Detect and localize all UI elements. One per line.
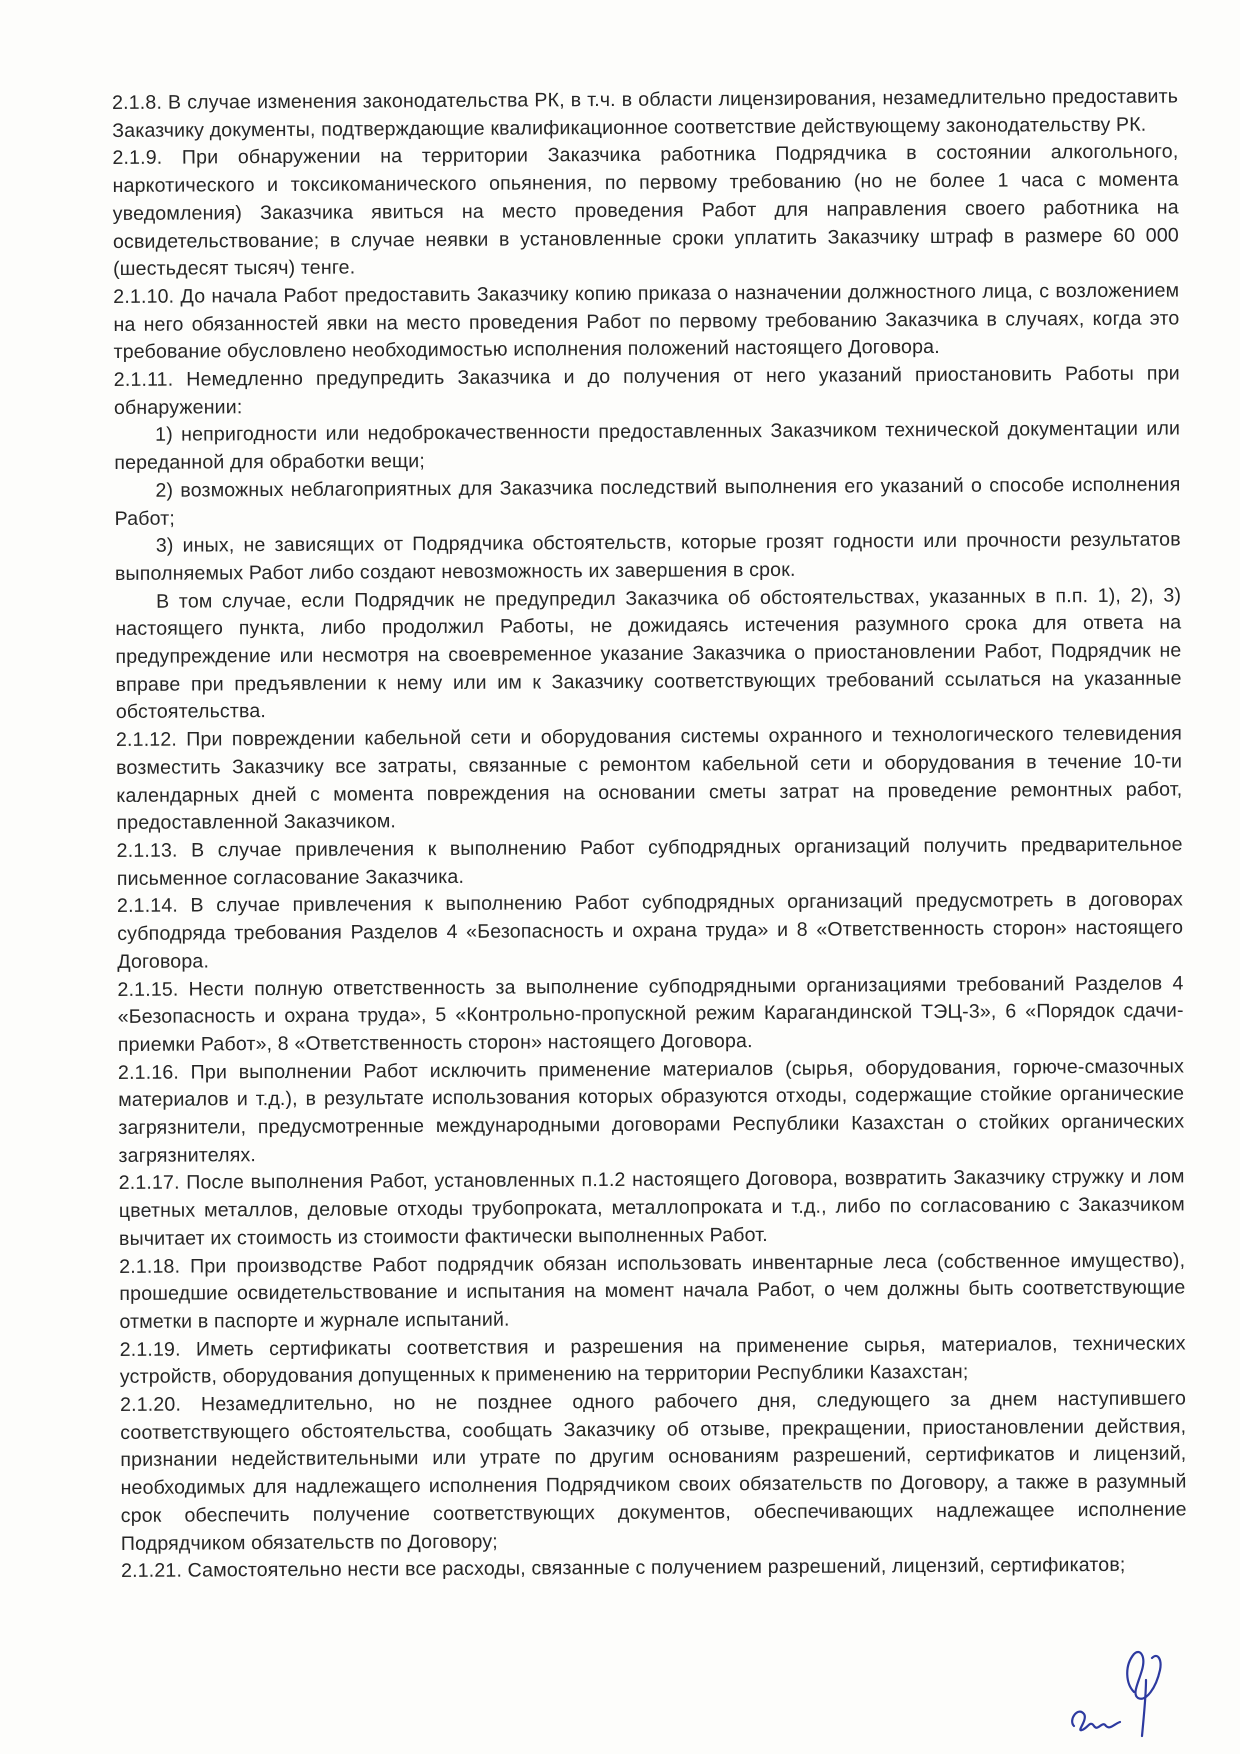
clause-2-1-18: 2.1.18. При производстве Работ подрядчик обязан использовать инвентарные леса (собственное имущество), прошедшие освидетельствование и испытания на момент начала Работ, о чем должны быть соответствующие отметки в паспорте и журнале испытаний. bbox=[119, 1248, 1186, 1333]
clause-2-1-16: 2.1.16. При выполнении Работ исключить применение материалов (сырья, оборудования, горюче-смазочных материалов и т.д.), в результате использования которых образуются отходы, содержащие стойкие органические загрязнители, предусмотренные международными договорами Республики Казахстан о стойких органических загрязнителях. bbox=[117, 1055, 1185, 1167]
clause-2-1-21: 2.1.21. Самостоятельно нести все расходы, связанные с получением разрешений, лицензий, сертификатов; bbox=[120, 1554, 1126, 1583]
clause-2-1-11-item-2: 2) возможных неблагоприятных для Заказчика последствий выполнения его указаний о способе исполнения Работ; bbox=[114, 473, 1181, 530]
clause-2-1-11-item-1: 1) непригодности или недоброкачественности предоставленных Заказчиком технической документации или переданной для обработки вещи; bbox=[114, 417, 1181, 475]
handwritten-signature-icon bbox=[1060, 1640, 1190, 1740]
clause-2-1-15: 2.1.15. Нести полную ответственность за выполнение субподрядными организациями требований Разделов 4 «Безопасность и охрана труда», 5 «Контрольно-пропускной режим Карагандинской ТЭЦ-3», 6 «Порядок сдачи-приемки Работ», 8 «Ответственность сторон» настоящего Договора. bbox=[117, 971, 1184, 1056]
clause-2-1-11-note: В том случае, если Подрядчик не предупредил Заказчика об обстоятельствах, указанных в п.п. 1), 2), 3) настоящего пункта, либо продолжил Работы, не дожидаясь истечения разумного срока для ответа на предупреждение или несмотря на своевременное указание Заказчика о приостановлении Работ, Подрядчик не вправе при предъявлении к нему или им к Заказчику соответствующих требований ссылаться на указанные обстоятельства. bbox=[115, 584, 1182, 724]
clause-2-1-11: 2.1.11. Немедленно предупредить Заказчика и до получения от него указаний приостановить Работы при обнаружении: bbox=[113, 362, 1180, 419]
clause-2-1-20: 2.1.20. Незамедлительно, но не позднее одного рабочего дня, следующего за днем наступившего соответствующего обстоятельства, сообщать Заказчику об отзыве, прекращении, приостановлении действия, признании недействительными или утрате по другим основаниям разрешений, сертификатов и лицензий, необходимых для надлежащего исполнения Подрядчиком своих обязательств по Договору, а также в разумный срок обеспечить получение соответствующих документов, обеспечивающих надлежащее исполнение Подрядчиком обязательств по Договору; bbox=[119, 1387, 1187, 1555]
clause-2-1-11-item-3: 3) иных, не зависящих от Подрядчика обстоятельств, которые грозят годности или прочности результатов выполняемых Работ либо создают невозможность их завершения в срок. bbox=[114, 528, 1181, 585]
clause-2-1-13: 2.1.13. В случае привлечения к выполнению Работ субподрядных организаций получить предварительное письменное согласование Заказчика. bbox=[116, 833, 1183, 890]
clause-2-1-10: 2.1.10. До начала Работ предоставить Заказчику копию приказа о назначении должностного лица, с возложением на него обязанностей явки на место проведения Работ по первому требованию Заказчика в случаях, когда это требование обусловлено необходимостью исполнения положений настоящего Договора. bbox=[113, 279, 1180, 364]
clause-2-1-9: 2.1.9. При обнаружении на территории Заказчика работника Подрядчика в состоянии алкогольного, наркотического и токсикоманического опьянения, по первому требованию (но не более 1 часа с момента уведомления) Заказчика явиться на место проведения Работ для направления своего работника на освидетельствование; в случае неявки в установленные сроки уплатить Заказчику штраф в размере 60 000 (шестьдесят тысяч) тенге. bbox=[112, 140, 1179, 281]
clause-2-1-12: 2.1.12. При повреждении кабельной сети и оборудования системы охранного и технологического телевидения возместить Заказчику все затраты, связанные с ремонтом кабельной сети и оборудования в течение 10-ти календарных дней с момента повреждения на основании сметы затрат на проведение ремонтных работ, предоставленной Заказчиком. bbox=[115, 722, 1183, 835]
clause-2-1-17: 2.1.17. После выполнения Работ, установленных п.1.2 настоящего Договора, возвратить Заказчику стружку и лом цветных металлов, деловые отходы трубопроката, металлопроката и т.д., либо по согласованию с Заказчиком вычитает их стоимость из стоимости фактически выполненных Работ. bbox=[118, 1165, 1185, 1250]
contract-text-body bbox=[112, 83, 1187, 1585]
clause-2-1-19: 2.1.19. Иметь сертификаты соответствия и разрешения на применение сырья, материалов, технических устройств, оборудования допущенных к применению на территории Республики Казахстан; bbox=[119, 1332, 1186, 1389]
clause-2-1-8: 2.1.8. В случае изменения законодательства РК, в т.ч. в области лицензирования, незамедлительно предоставить Заказчику документы, подтверждающие квалификационное соответствие действующему законодательству РК. bbox=[112, 85, 1179, 142]
clause-2-1-14: 2.1.14. В случае привлечения к выполнению Работ субподрядных организаций предусмотреть в договорах субподряда требования Разделов 4 «Безопасность и охрана труда» и 8 «Ответственность сторон» настоящего Договора. bbox=[116, 888, 1184, 973]
